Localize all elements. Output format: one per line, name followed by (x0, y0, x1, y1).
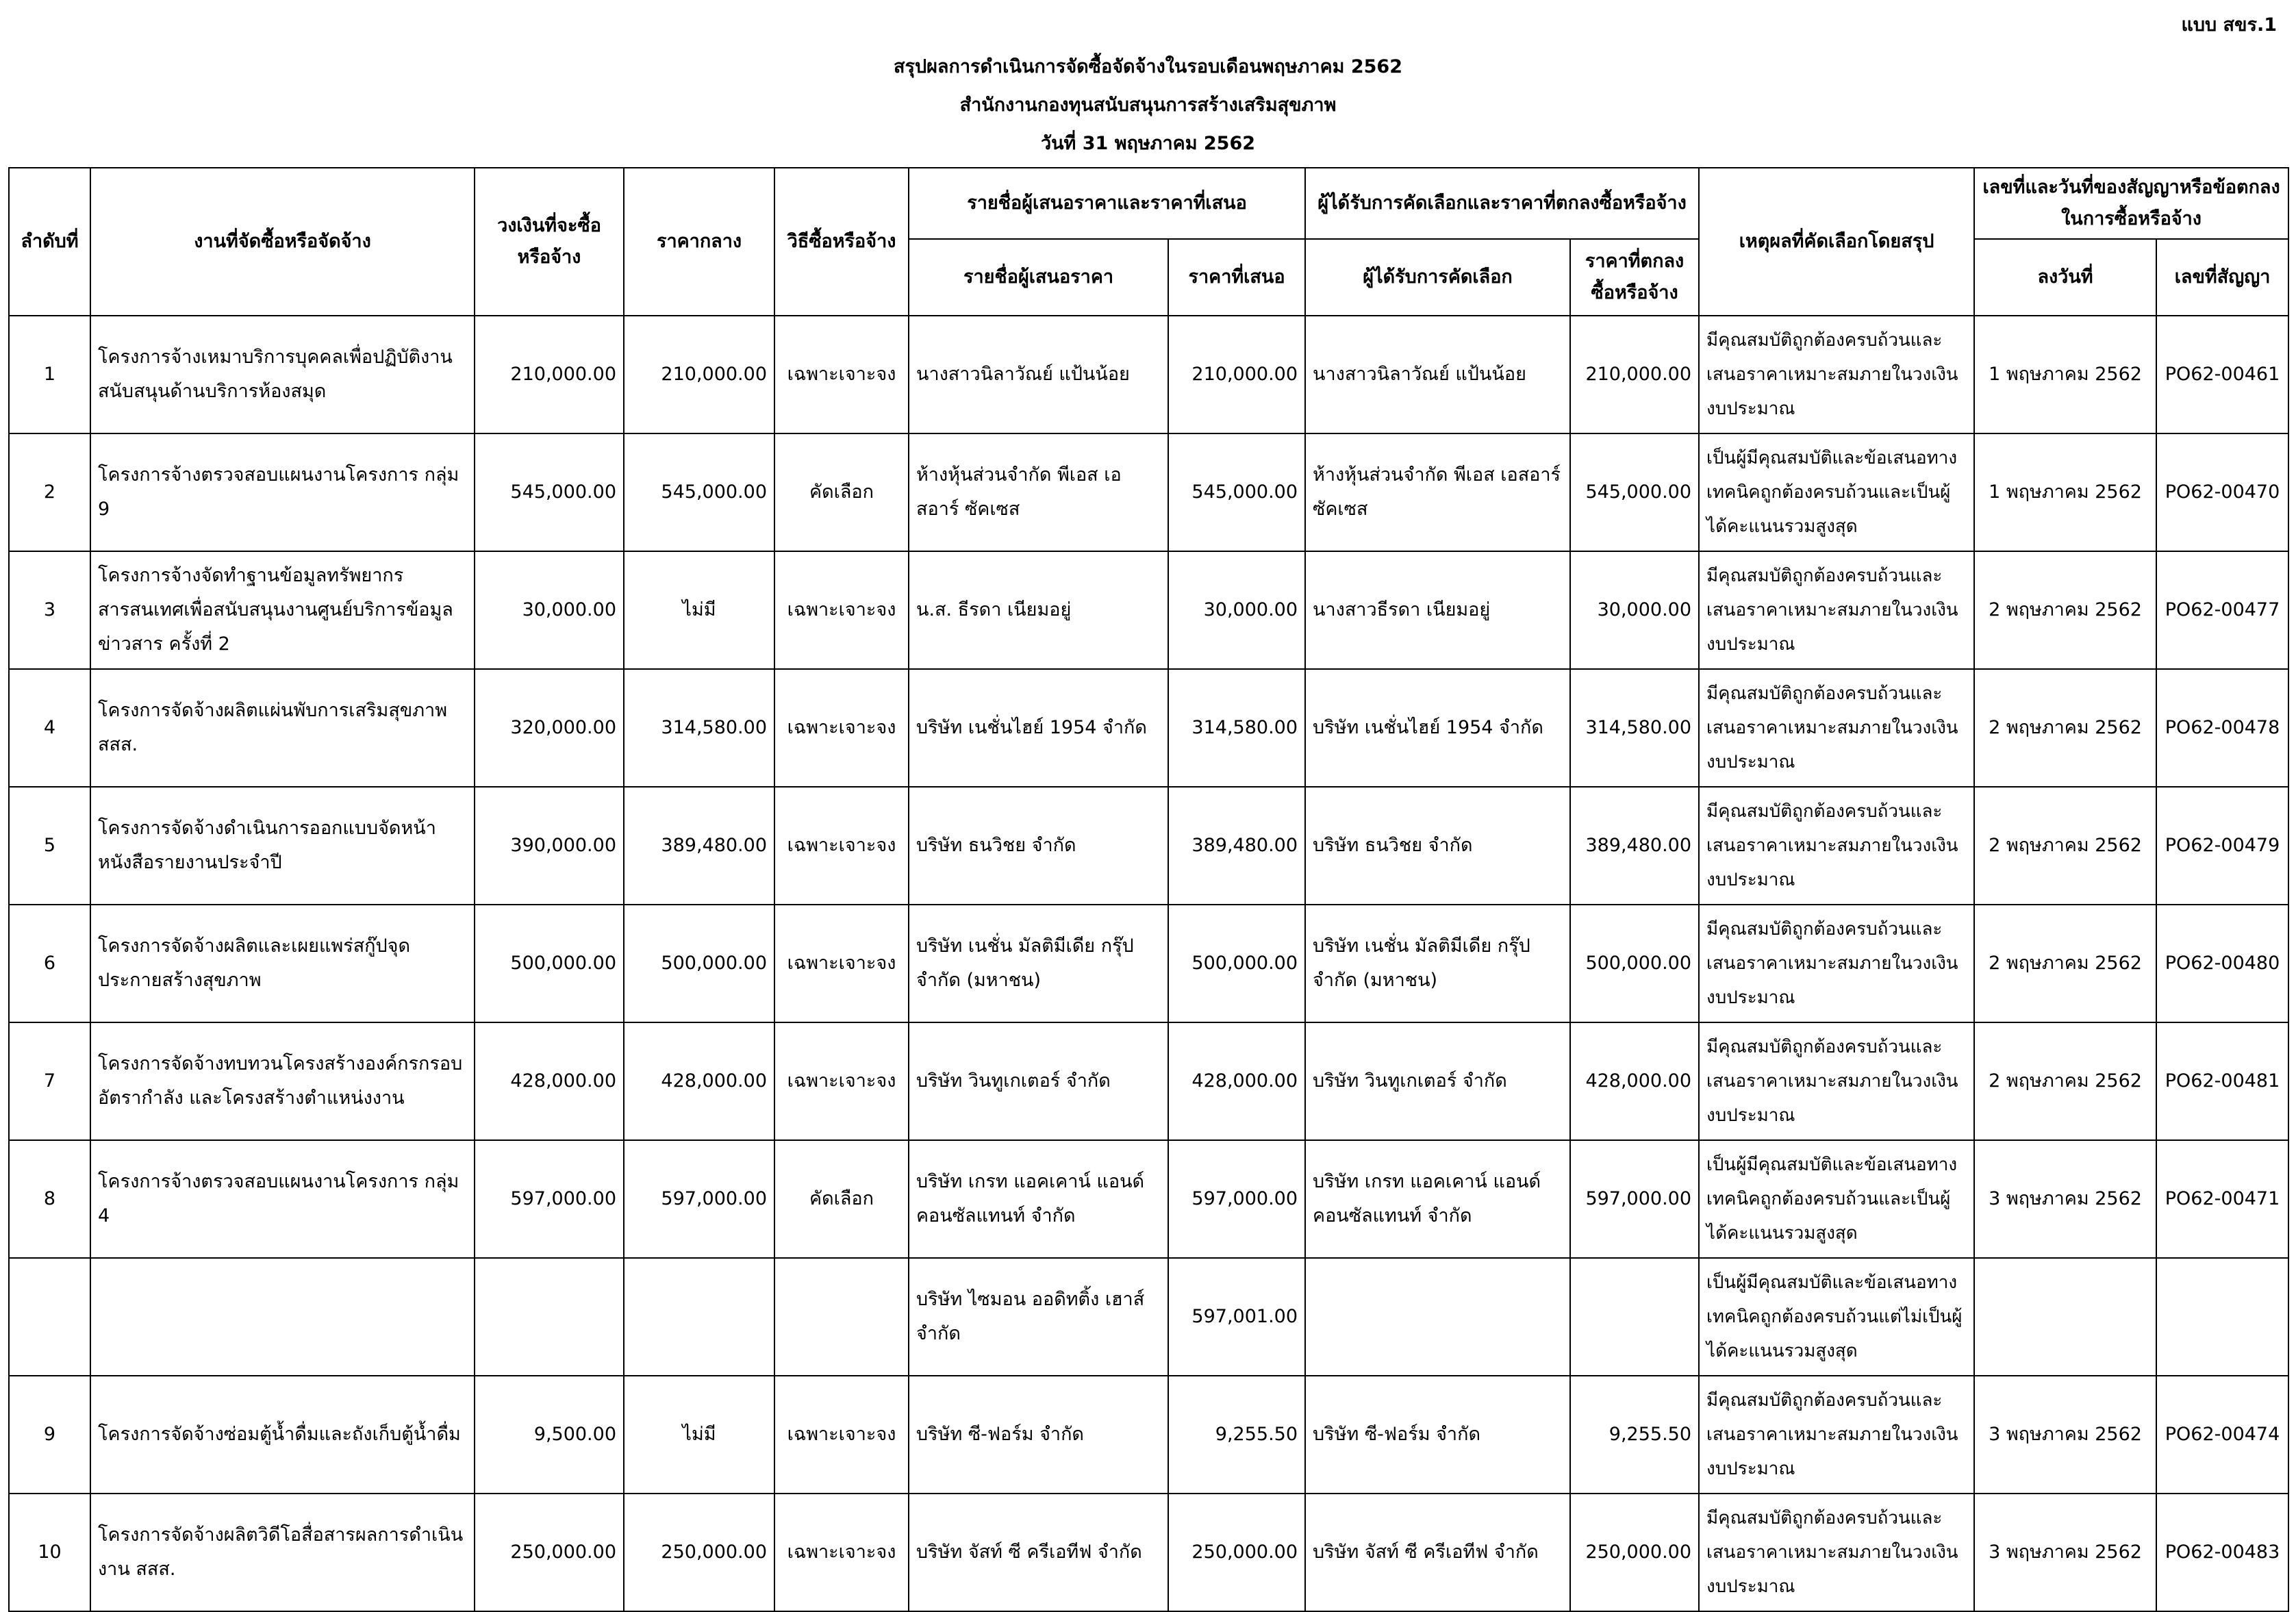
cell-contract-no: PO62-00477 (2156, 551, 2288, 669)
cell-bidder: บริษัท ไซมอน ออดิทติ้ง เฮาส์ จำกัด (909, 1258, 1168, 1376)
cell-bid: 30,000.00 (1168, 551, 1305, 669)
cell-budget (475, 1258, 624, 1376)
cell-contract-date: 1 พฤษภาคม 2562 (1974, 433, 2156, 551)
document-date: วันที่ 31 พฤษภาคม 2562 (1040, 133, 1256, 154)
cell-bidder: น.ส. ธีรดา เนียมอยู่ (909, 551, 1168, 669)
cell-method: เฉพาะเจาะจง (774, 669, 909, 787)
procurement-table (8, 167, 2289, 1612)
col-header-contract-group: เลขที่และวันที่ของสัญญาหรือข้อตกลงในการซื้อหรือจ้าง (1974, 168, 2288, 239)
cell-agreed: 314,580.00 (1570, 669, 1699, 787)
cell-no: 5 (9, 787, 90, 905)
cell-contract-date: 2 พฤษภาคม 2562 (1974, 551, 2156, 669)
cell-work: โครงการจ้างตรวจสอบแผนงานโครงการ กลุ่ม 4 (90, 1140, 475, 1258)
cell-work: โครงการจัดจ้างผลิตวิดีโอสื่อสารผลการดำเนินงาน สสส. (90, 1494, 475, 1611)
cell-selected: บริษัท เนชั่น มัลติมีเดีย กรุ๊ป จำกัด (มหาชน) (1305, 905, 1570, 1022)
cell-selected: บริษัท วินทูเกเตอร์ จำกัด (1305, 1022, 1570, 1140)
cell-method (774, 1258, 909, 1376)
cell-reason: เป็นผู้มีคุณสมบัติและข้อเสนอทางเทคนิคถูกต้องครบถ้วนและเป็นผู้ได้คะแนนรวมสูงสุด (1699, 1140, 1974, 1258)
col-header-bidders-group: รายชื่อผู้เสนอราคาและราคาที่เสนอ (909, 168, 1305, 239)
col-header-bidder-name: รายชื่อผู้เสนอราคา (909, 239, 1168, 316)
cell-agreed: 30,000.00 (1570, 551, 1699, 669)
cell-contract-no: PO62-00479 (2156, 787, 2288, 905)
cell-work: โครงการจ้างจัดทำฐานข้อมูลทรัพยากรสารสนเทศเพื่อสนับสนุนงานศูนย์บริการข้อมูลข่าวสาร ครั้งที่ 2 (90, 551, 475, 669)
agency-name: สำนักงานกองทุนสนับสนุนการสร้างเสริมสุขภาพ (959, 95, 1337, 116)
cell-selected: นางสาวธีรดา เนียมอยู่ (1305, 551, 1570, 669)
cell-median: 545,000.00 (624, 433, 774, 551)
document-header (0, 48, 2296, 163)
cell-contract-date (1974, 1258, 2156, 1376)
cell-budget: 500,000.00 (475, 905, 624, 1022)
cell-reason: มีคุณสมบัติถูกต้องครบถ้วนและเสนอราคาเหมาะสมภายในวงเงินงบประมาณ (1699, 1494, 1974, 1611)
cell-work: โครงการจัดจ้างดำเนินการออกแบบจัดหน้าหนังสือรายงานประจำปี (90, 787, 475, 905)
cell-agreed: 500,000.00 (1570, 905, 1699, 1022)
cell-method: คัดเลือก (774, 433, 909, 551)
cell-work: โครงการจ้างตรวจสอบแผนงานโครงการ กลุ่ม 9 (90, 433, 475, 551)
cell-contract-date: 2 พฤษภาคม 2562 (1974, 669, 2156, 787)
cell-median (624, 1258, 774, 1376)
cell-bid: 210,000.00 (1168, 316, 1305, 433)
cell-median: ไม่มี (624, 1376, 774, 1494)
cell-bidder: บริษัท วินทูเกเตอร์ จำกัด (909, 1022, 1168, 1140)
cell-budget: 390,000.00 (475, 787, 624, 905)
cell-no: 3 (9, 551, 90, 669)
cell-contract-no: PO62-00481 (2156, 1022, 2288, 1140)
cell-reason: เป็นผู้มีคุณสมบัติและข้อเสนอทางเทคนิคถูกต้องครบถ้วนและเป็นผู้ได้คะแนนรวมสูงสุด (1699, 433, 1974, 551)
cell-reason: เป็นผู้มีคุณสมบัติและข้อเสนอทางเทคนิคถูกต้องครบถ้วนแต่ไม่เป็นผู้ได้คะแนนรวมสูงสุด (1699, 1258, 1974, 1376)
cell-bidder: บริษัท เนชั่น มัลติมีเดีย กรุ๊ป จำกัด (มหาชน) (909, 905, 1168, 1022)
cell-budget: 30,000.00 (475, 551, 624, 669)
cell-budget: 9,500.00 (475, 1376, 624, 1494)
cell-method: เฉพาะเจาะจง (774, 316, 909, 433)
cell-no: 2 (9, 433, 90, 551)
cell-agreed: 545,000.00 (1570, 433, 1699, 551)
table-row (9, 316, 2288, 433)
cell-bid: 597,000.00 (1168, 1140, 1305, 1258)
table-row (9, 1140, 2288, 1258)
cell-no: 1 (9, 316, 90, 433)
col-header-method: วิธีซื้อหรือจ้าง (774, 168, 909, 316)
cell-method: เฉพาะเจาะจง (774, 905, 909, 1022)
cell-median: 314,580.00 (624, 669, 774, 787)
cell-budget: 428,000.00 (475, 1022, 624, 1140)
cell-bid: 428,000.00 (1168, 1022, 1305, 1140)
cell-no: 9 (9, 1376, 90, 1494)
cell-contract-no: PO62-00478 (2156, 669, 2288, 787)
cell-reason: มีคุณสมบัติถูกต้องครบถ้วนและเสนอราคาเหมาะสมภายในวงเงินงบประมาณ (1699, 551, 1974, 669)
cell-contract-no: PO62-00480 (2156, 905, 2288, 1022)
cell-contract-date: 2 พฤษภาคม 2562 (1974, 787, 2156, 905)
col-header-agreed-price: ราคาที่ตกลงซื้อหรือจ้าง (1570, 239, 1699, 316)
cell-work (90, 1258, 475, 1376)
cell-reason: มีคุณสมบัติถูกต้องครบถ้วนและเสนอราคาเหมาะสมภายในวงเงินงบประมาณ (1699, 669, 1974, 787)
cell-bid: 597,001.00 (1168, 1258, 1305, 1376)
cell-no: 4 (9, 669, 90, 787)
cell-selected: บริษัท ซี-ฟอร์ม จำกัด (1305, 1376, 1570, 1494)
cell-contract-no: PO62-00461 (2156, 316, 2288, 433)
table-row (9, 1376, 2288, 1494)
cell-method: เฉพาะเจาะจง (774, 1376, 909, 1494)
cell-work: โครงการจัดจ้างผลิตและเผยแพร่สกู๊ปจุดประกายสร้างสุขภาพ (90, 905, 475, 1022)
cell-method: เฉพาะเจาะจง (774, 551, 909, 669)
cell-contract-date: 1 พฤษภาคม 2562 (1974, 316, 2156, 433)
cell-bidder: นางสาวนิลาวัณย์ แป้นน้อย (909, 316, 1168, 433)
cell-agreed: 428,000.00 (1570, 1022, 1699, 1140)
cell-selected: นางสาวนิลาวัณย์ แป้นน้อย (1305, 316, 1570, 433)
cell-bid: 314,580.00 (1168, 669, 1305, 787)
cell-bid: 250,000.00 (1168, 1494, 1305, 1611)
cell-bid: 9,255.50 (1168, 1376, 1305, 1494)
cell-reason: มีคุณสมบัติถูกต้องครบถ้วนและเสนอราคาเหมาะสมภายในวงเงินงบประมาณ (1699, 905, 1974, 1022)
cell-reason: มีคุณสมบัติถูกต้องครบถ้วนและเสนอราคาเหมาะสมภายในวงเงินงบประมาณ (1699, 787, 1974, 905)
cell-selected: ห้างหุ้นส่วนจำกัด พีเอส เอสอาร์ ซัคเซส (1305, 433, 1570, 551)
table-row (9, 1258, 2288, 1376)
cell-work: โครงการจ้างเหมาบริการบุคคลเพื่อปฏิบัติงานสนับสนุนด้านบริการห้องสมุด (90, 316, 475, 433)
cell-budget: 320,000.00 (475, 669, 624, 787)
cell-agreed: 389,480.00 (1570, 787, 1699, 905)
cell-work: โครงการจัดจ้างทบทวนโครงสร้างองค์กรกรอบอัตรากำลัง และโครงสร้างตำแหน่งงาน (90, 1022, 475, 1140)
cell-contract-date: 2 พฤษภาคม 2562 (1974, 1022, 2156, 1140)
cell-selected: บริษัท เนชั่นไฮย์ 1954 จำกัด (1305, 669, 1570, 787)
table-row (9, 1494, 2288, 1611)
cell-reason: มีคุณสมบัติถูกต้องครบถ้วนและเสนอราคาเหมาะสมภายในวงเงินงบประมาณ (1699, 316, 1974, 433)
col-header-work: งานที่จัดซื้อหรือจัดจ้าง (90, 168, 475, 316)
col-header-budget: วงเงินที่จะซื้อหรือจ้าง (475, 168, 624, 316)
cell-work: โครงการจัดจ้างผลิตแผ่นพับการเสริมสุขภาพ สสส. (90, 669, 475, 787)
cell-method: เฉพาะเจาะจง (774, 787, 909, 905)
cell-bidder: บริษัท ธนวิชย จำกัด (909, 787, 1168, 905)
cell-contract-no: PO62-00471 (2156, 1140, 2288, 1258)
cell-contract-date: 2 พฤษภาคม 2562 (1974, 905, 2156, 1022)
cell-no: 6 (9, 905, 90, 1022)
cell-reason: มีคุณสมบัติถูกต้องครบถ้วนและเสนอราคาเหมาะสมภายในวงเงินงบประมาณ (1699, 1376, 1974, 1494)
col-header-reason: เหตุผลที่คัดเลือกโดยสรุป (1699, 168, 1974, 316)
table-row (9, 787, 2288, 905)
cell-contract-no: PO62-00474 (2156, 1376, 2288, 1494)
cell-median: 389,480.00 (624, 787, 774, 905)
cell-no (9, 1258, 90, 1376)
cell-contract-no: PO62-00483 (2156, 1494, 2288, 1611)
col-header-bid-price: ราคาที่เสนอ (1168, 239, 1305, 316)
cell-median: ไม่มี (624, 551, 774, 669)
col-header-selected-group: ผู้ได้รับการคัดเลือกและราคาที่ตกลงซื้อหรือจ้าง (1305, 168, 1699, 239)
cell-median: 210,000.00 (624, 316, 774, 433)
col-header-no: ลำดับที่ (9, 168, 90, 316)
cell-contract-no (2156, 1258, 2288, 1376)
cell-agreed: 250,000.00 (1570, 1494, 1699, 1611)
table-row (9, 905, 2288, 1022)
cell-reason: มีคุณสมบัติถูกต้องครบถ้วนและเสนอราคาเหมาะสมภายในวงเงินงบประมาณ (1699, 1022, 1974, 1140)
cell-median: 597,000.00 (624, 1140, 774, 1258)
cell-bidder: ห้างหุ้นส่วนจำกัด พีเอส เอสอาร์ ซัคเซส (909, 433, 1168, 551)
table-row (9, 669, 2288, 787)
cell-median: 428,000.00 (624, 1022, 774, 1140)
cell-contract-date: 3 พฤษภาคม 2562 (1974, 1376, 2156, 1494)
cell-selected (1305, 1258, 1570, 1376)
cell-work: โครงการจัดจ้างซ่อมตู้น้ำดื่มและถังเก็บตู้น้ำดื่ม (90, 1376, 475, 1494)
cell-bid: 545,000.00 (1168, 433, 1305, 551)
cell-bidder: บริษัท จัสท์ ซี ครีเอทีฟ จำกัด (909, 1494, 1168, 1611)
col-header-median: ราคากลาง (624, 168, 774, 316)
cell-agreed: 597,000.00 (1570, 1140, 1699, 1258)
cell-no: 10 (9, 1494, 90, 1611)
cell-method: เฉพาะเจาะจง (774, 1022, 909, 1140)
cell-contract-date: 3 พฤษภาคม 2562 (1974, 1140, 2156, 1258)
cell-bidder: บริษัท เกรท แอคเคาน์ แอนด์ คอนซัลแทนท์ จำกัด (909, 1140, 1168, 1258)
cell-bid: 500,000.00 (1168, 905, 1305, 1022)
form-code: แบบ สขร.1 (2181, 14, 2277, 36)
cell-budget: 250,000.00 (475, 1494, 624, 1611)
table-header (9, 168, 2288, 316)
cell-median: 250,000.00 (624, 1494, 774, 1611)
cell-agreed: 9,255.50 (1570, 1376, 1699, 1494)
table-row (9, 433, 2288, 551)
cell-bidder: บริษัท เนชั่นไฮย์ 1954 จำกัด (909, 669, 1168, 787)
cell-budget: 545,000.00 (475, 433, 624, 551)
cell-selected: บริษัท ธนวิชย จำกัด (1305, 787, 1570, 905)
cell-bid: 389,480.00 (1168, 787, 1305, 905)
cell-contract-no: PO62-00470 (2156, 433, 2288, 551)
cell-agreed: 210,000.00 (1570, 316, 1699, 433)
table-row (9, 1022, 2288, 1140)
cell-no: 8 (9, 1140, 90, 1258)
table-body (9, 316, 2288, 1611)
cell-contract-date: 3 พฤษภาคม 2562 (1974, 1494, 2156, 1611)
document-title: สรุปผลการดำเนินการจัดซื้อจัดจ้างในรอบเดือนพฤษภาคม 2562 (893, 56, 1402, 77)
cell-selected: บริษัท เกรท แอคเคาน์ แอนด์ คอนซัลแทนท์ จำกัด (1305, 1140, 1570, 1258)
col-header-selected-name: ผู้ได้รับการคัดเลือก (1305, 239, 1570, 316)
cell-no: 7 (9, 1022, 90, 1140)
cell-agreed (1570, 1258, 1699, 1376)
col-header-contract-date: ลงวันที่ (1974, 239, 2156, 316)
cell-budget: 597,000.00 (475, 1140, 624, 1258)
cell-budget: 210,000.00 (475, 316, 624, 433)
cell-method: เฉพาะเจาะจง (774, 1494, 909, 1611)
cell-method: คัดเลือก (774, 1140, 909, 1258)
table-row (9, 551, 2288, 669)
cell-selected: บริษัท จัสท์ ซี ครีเอทีฟ จำกัด (1305, 1494, 1570, 1611)
col-header-contract-no: เลขที่สัญญา (2156, 239, 2288, 316)
cell-bidder: บริษัท ซี-ฟอร์ม จำกัด (909, 1376, 1168, 1494)
cell-median: 500,000.00 (624, 905, 774, 1022)
